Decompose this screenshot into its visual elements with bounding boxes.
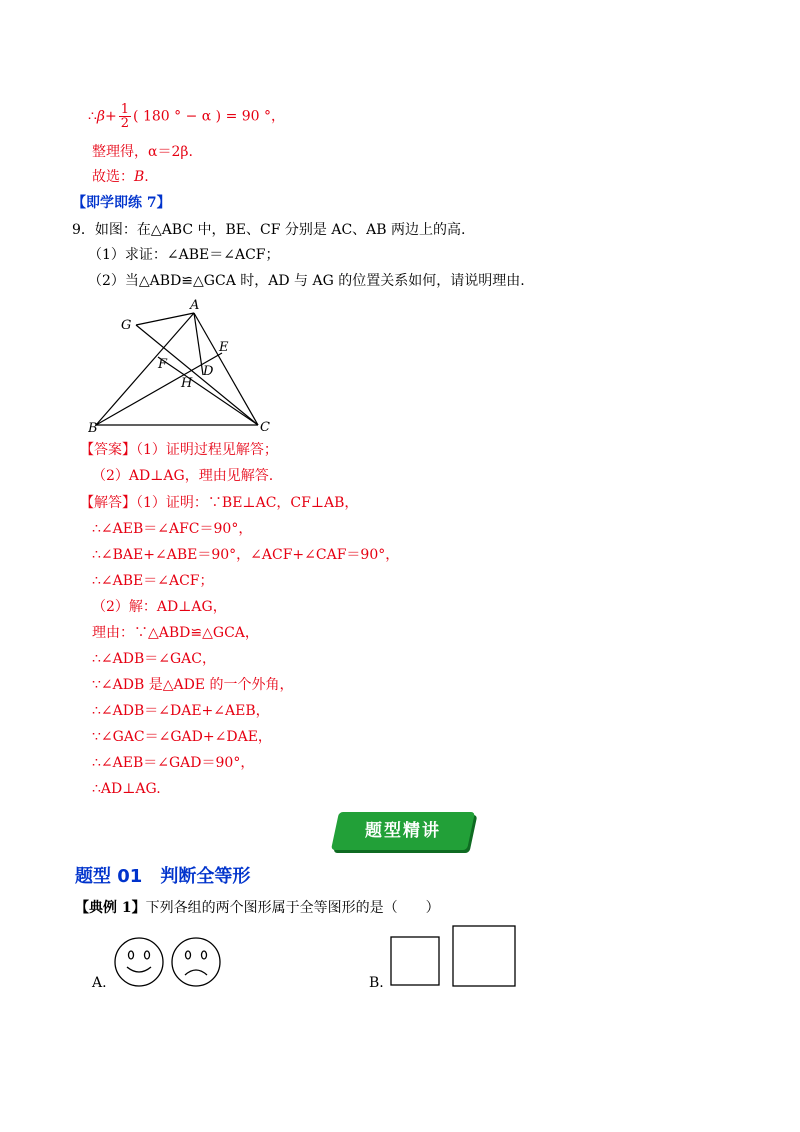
label-g: G [121, 318, 132, 333]
large-square-icon [453, 926, 515, 986]
triangle-figure [88, 295, 278, 435]
option-b-figure [388, 922, 520, 988]
solution-line-3: ∴∠ABE＝∠ACF； [92, 573, 214, 589]
equation-tail: ( 180 ° − α ) = 90 ° [133, 108, 272, 125]
section-banner: 题型精讲 [365, 821, 441, 841]
label-c: C [260, 420, 270, 435]
label-b: B [88, 421, 98, 435]
equation-line: ∴β+ $\frac{1}{2}$ ( 180 ° − α ) = 90 °， [88, 102, 286, 131]
example-stem: 【典例 1】下列各组的两个图形属于全等图形的是（ ） [75, 900, 440, 916]
solution-line-simplify: 整理得，α＝2β. [92, 144, 193, 160]
therefore-symbol: ∴ [88, 108, 97, 125]
beta-symbol: β [96, 108, 106, 125]
exercise-heading: 【即学即练 7】 [72, 195, 171, 211]
answer-line-2: （2）AD⊥AG，理由见解答. [92, 468, 274, 484]
answer-tag: 【答案】 [80, 442, 136, 458]
solution-line-8: ∴∠ADB＝∠DAE+∠AEB， [92, 703, 270, 719]
solution-line-5: 理由：∵△ABD≌△GCA， [92, 625, 259, 641]
option-a-figure [112, 935, 224, 991]
plus-sign: + [105, 108, 117, 125]
happy-face-icon [115, 938, 163, 986]
label-a: A [190, 298, 200, 313]
exercise-question-2: （2）当△ABD≌△GCA 时，AD 与 AG 的位置关系如何，请说明理由. [88, 273, 525, 289]
option-b-label: B. [369, 975, 384, 991]
solution-line-1: ∴∠AEB＝∠AFC＝90°， [92, 521, 253, 537]
label-h: H [181, 376, 193, 391]
segment-ab [96, 313, 194, 425]
example-label: 【典例 1】 [75, 900, 146, 916]
segment-ad [194, 313, 203, 375]
solution-tag: 【解答】 [80, 495, 136, 511]
label-f: F [158, 357, 168, 372]
solution-line-7: ∵∠ADB 是△ADE 的一个外角， [92, 677, 294, 693]
fraction-one-half: $\frac{1}{2}$ [120, 102, 130, 131]
answer-line-1: 【答案】（1）证明过程见解答； [80, 442, 278, 458]
solution-line-2: ∴∠BAE+∠ABE＝90°，∠ACF+∠CAF＝90°， [92, 547, 400, 563]
solution-line-choice: 故选：B. [92, 169, 149, 185]
solution-line-6: ∴∠ADB＝∠GAC， [92, 651, 216, 667]
solution-line-10: ∴∠AEB＝∠GAD＝90°， [92, 755, 255, 771]
exercise-question-1: （1）求证：∠ABE＝∠ACF； [88, 247, 280, 263]
solution-line-0: 【解答】（1）证明：∵BE⊥AC，CF⊥AB， [80, 495, 359, 511]
exercise-stem: 9．如图：在△ABC 中，BE、CF 分别是 AC、AB 两边上的高. [72, 222, 466, 238]
solution-line-4: （2）解：AD⊥AG， [92, 599, 227, 615]
solution-line-9: ∵∠GAC＝∠GAD+∠DAE， [92, 729, 272, 745]
section-title: 题型 01 判断全等形 [75, 866, 251, 887]
solution-line-11: ∴AD⊥AG. [92, 781, 161, 797]
label-e: E [219, 340, 229, 355]
sad-face-icon [172, 938, 220, 986]
label-d: D [203, 364, 214, 379]
option-a-label: A. [92, 975, 107, 991]
small-square-icon [391, 937, 439, 985]
segment-gc [136, 325, 258, 425]
